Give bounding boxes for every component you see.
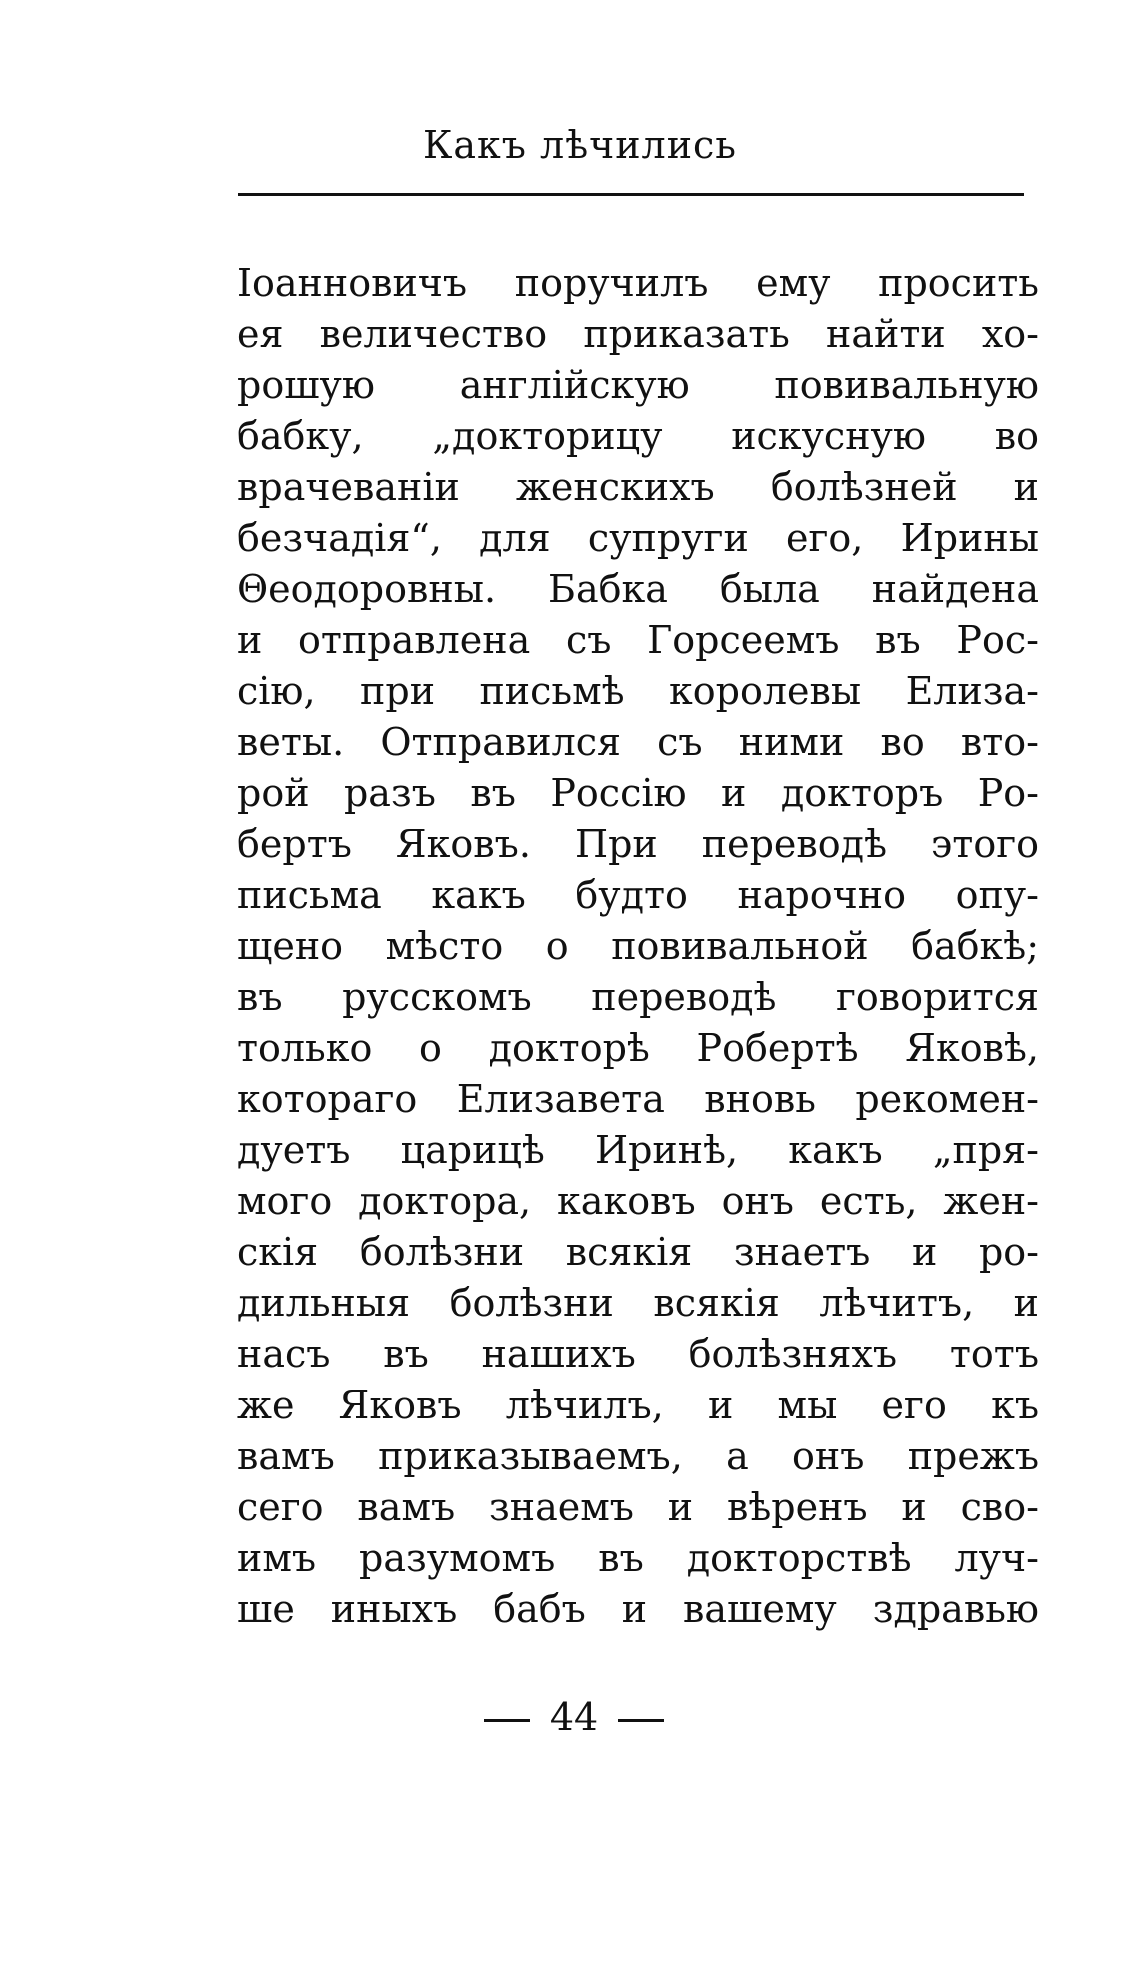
text-line: имъ разумомъ въ докторствѣ луч- — [237, 1536, 1039, 1580]
text-line: и отправлена съ Горсеемъ въ Рос- — [237, 618, 1039, 662]
text-line: безчадія“, для супруги его, Ирины — [237, 516, 1039, 560]
text-line: въ русскомъ переводѣ говорится — [237, 975, 1039, 1019]
text-line: рошую англійскую повивальную — [237, 363, 1039, 407]
header-rule — [238, 193, 1024, 196]
text-line: дильныя болѣзни всякія лѣчитъ, и — [237, 1281, 1039, 1325]
text-line: щено мѣсто о повивальной бабкѣ; — [237, 924, 1039, 968]
text-line: котораго Елизавета вновь рекомен- — [237, 1077, 1039, 1121]
text-line: сію, при письмѣ королевы Елиза- — [237, 669, 1039, 713]
text-line: письма какъ будто нарочно опу- — [237, 873, 1039, 917]
text-line: дуетъ царицѣ Иринѣ, какъ „пря- — [237, 1128, 1039, 1172]
text-line: врачеваніи женскихъ болѣзней и — [237, 465, 1039, 509]
text-line: сего вамъ знаемъ и вѣренъ и сво- — [237, 1485, 1039, 1529]
text-line: мого доктора, каковъ онъ есть, жен- — [237, 1179, 1039, 1223]
text-line: бабку, „докторицу искусную во — [237, 414, 1039, 458]
text-line: же Яковъ лѣчилъ, и мы его къ — [237, 1383, 1039, 1427]
text-line: рой разъ въ Россію и докторъ Ро- — [237, 771, 1039, 815]
text-line: вамъ приказываемъ, а онъ прежъ — [237, 1434, 1039, 1478]
running-head: Какъ лѣчились — [422, 123, 737, 167]
folio-dash-left — [484, 1719, 530, 1722]
page-number: 44 — [549, 1695, 599, 1739]
text-line: Іоанновичъ поручилъ ему просить — [237, 261, 1039, 305]
text-line: ше иныхъ бабъ и вашему здравью — [237, 1587, 1039, 1631]
folio-dash-right — [618, 1719, 664, 1722]
page-number-footer — [4, 1694, 1140, 1740]
body-text — [237, 258, 1039, 1635]
text-line: только о докторѣ Робертѣ Яковѣ, — [237, 1026, 1039, 1070]
text-line: веты. Отправился съ ними во вто- — [237, 720, 1039, 764]
text-line: насъ въ нашихъ болѣзняхъ тотъ — [237, 1332, 1039, 1376]
text-line: ея величество приказать найти хо- — [237, 312, 1039, 356]
text-line: скія болѣзни всякія знаетъ и ро- — [237, 1230, 1039, 1274]
text-line: Θеодоровны. Бабка была найдена — [237, 567, 1039, 611]
text-line: бертъ Яковъ. При переводѣ этого — [237, 822, 1039, 866]
